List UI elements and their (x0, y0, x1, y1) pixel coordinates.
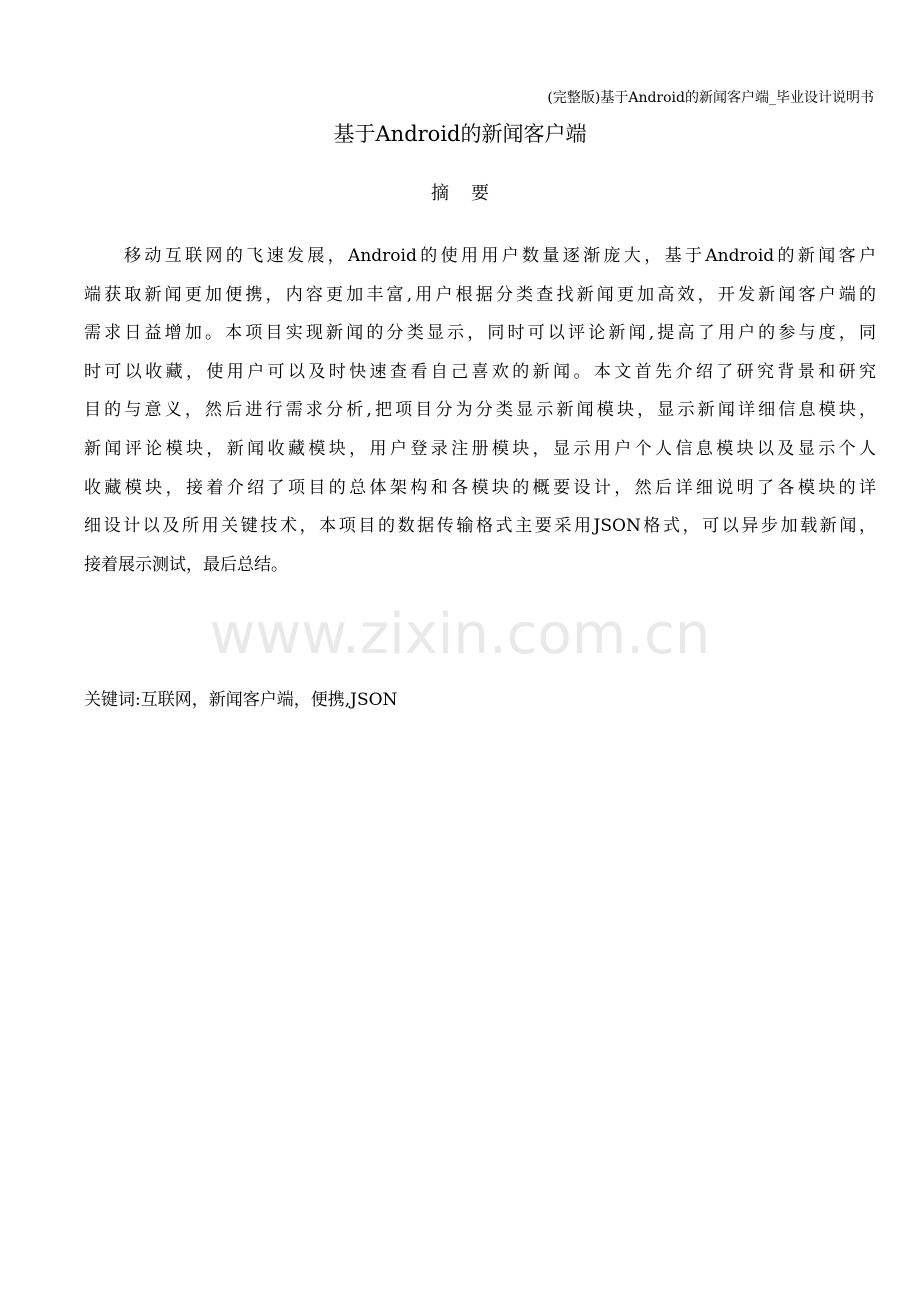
abstract-line: 时可以收藏，使用户可以及时快速查看自己喜欢的新闻。本文首先介绍了研究背景和研究 (84, 361, 876, 382)
abstract-line: 接着展示测试，最后总结。 (84, 554, 288, 575)
watermark: www.zixin.com.cn (209, 602, 711, 667)
running-header: (完整版)基于Android的新闻客户端_毕业设计说明书 (547, 90, 874, 106)
abstract-line: 移动互联网的飞速发展，Android的使用用户数量逐渐庞大，基于Android的新闻客户 (124, 246, 876, 266)
abstract-line: 细设计以及所用关键技术，本项目的数据传输格式主要采用JSON格式，可以异步加载新闻， (84, 516, 876, 537)
document-title: 基于Android的新闻客户端 (333, 122, 587, 146)
abstract-line: 目的与意义，然后进行需求分析,把项目分为分类显示新闻模块，显示新闻详细信息模块， (84, 400, 876, 421)
abstract-heading: 摘要 (431, 183, 511, 204)
keywords-line: 关键词:互联网，新闻客户端，便携,JSON (84, 690, 398, 710)
abstract-line: 收藏模块，接着介绍了项目的总体架构和各模块的概要设计，然后详细说明了各模块的详 (84, 477, 876, 498)
abstract-line: 需求日益增加。本项目实现新闻的分类显示，同时可以评论新闻,提高了用户的参与度，同 (84, 323, 876, 344)
abstract-line: 端获取新闻更加便携，内容更加丰富,用户根据分类查找新闻更加高效，开发新闻客户端的 (84, 284, 876, 305)
abstract-paragraph (84, 237, 876, 584)
abstract-line: 新闻评论模块，新闻收藏模块，用户登录注册模块，显示用户个人信息模块以及显示个人 (84, 438, 876, 459)
